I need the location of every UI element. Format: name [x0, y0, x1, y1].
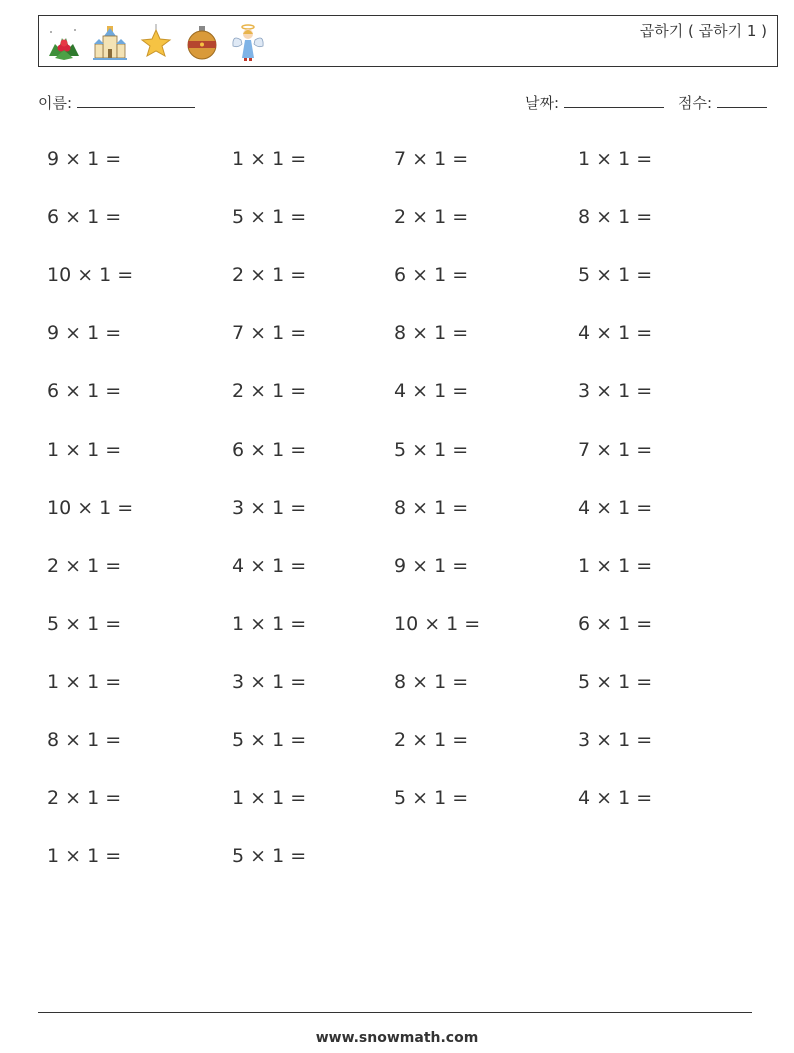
score-label: 점수: — [678, 94, 713, 112]
problem-item: 3 × 1 = — [232, 497, 307, 519]
name-label: 이름: — [38, 94, 73, 112]
problem-item: 3 × 1 = — [578, 380, 653, 402]
problem-item: 1 × 1 = — [47, 845, 122, 867]
problem-item: 6 × 1 = — [394, 264, 469, 286]
problem-item: 8 × 1 = — [47, 729, 122, 751]
name-field[interactable] — [38, 92, 195, 113]
problem-item: 5 × 1 = — [232, 729, 307, 751]
problem-item: 2 × 1 = — [394, 206, 469, 228]
ornament-icon — [183, 22, 221, 62]
date-field[interactable] — [525, 92, 664, 113]
problem-item: 8 × 1 = — [394, 322, 469, 344]
footer-divider — [38, 1012, 752, 1013]
problem-item: 1 × 1 = — [232, 613, 307, 635]
problem-item: 1 × 1 = — [47, 671, 122, 693]
problem-item: 1 × 1 = — [47, 439, 122, 461]
problem-item: 2 × 1 = — [394, 729, 469, 751]
problem-item: 10 × 1 = — [47, 497, 134, 519]
problem-item: 4 × 1 = — [394, 380, 469, 402]
problem-item: 9 × 1 = — [47, 148, 122, 170]
problem-item: 4 × 1 = — [578, 497, 653, 519]
score-blank[interactable] — [717, 93, 767, 108]
problem-item: 3 × 1 = — [232, 671, 307, 693]
problem-item: 7 × 1 = — [232, 322, 307, 344]
problem-item: 8 × 1 = — [578, 206, 653, 228]
problem-item: 4 × 1 = — [578, 322, 653, 344]
footer-url: www.snowmath.com — [315, 1030, 479, 1046]
problem-item: 6 × 1 = — [578, 613, 653, 635]
problem-item: 1 × 1 = — [578, 148, 653, 170]
problem-item: 5 × 1 = — [578, 671, 653, 693]
problem-item: 2 × 1 = — [232, 380, 307, 402]
problem-item: 10 × 1 = — [394, 613, 481, 635]
problem-item: 1 × 1 = — [578, 555, 653, 577]
problem-item: 5 × 1 = — [394, 787, 469, 809]
problem-item: 5 × 1 = — [394, 439, 469, 461]
problem-item: 5 × 1 = — [47, 613, 122, 635]
problem-item: 8 × 1 = — [394, 497, 469, 519]
star-icon — [137, 22, 175, 62]
problem-item: 7 × 1 = — [578, 439, 653, 461]
church-icon — [91, 22, 129, 62]
problem-item: 5 × 1 = — [232, 206, 307, 228]
problem-item: 10 × 1 = — [47, 264, 134, 286]
problem-item: 8 × 1 = — [394, 671, 469, 693]
problem-item: 5 × 1 = — [578, 264, 653, 286]
problem-item: 1 × 1 = — [232, 148, 307, 170]
score-field[interactable] — [678, 92, 767, 113]
worksheet-header — [38, 15, 778, 67]
problem-item: 6 × 1 = — [47, 206, 122, 228]
problem-item: 7 × 1 = — [394, 148, 469, 170]
date-blank[interactable] — [564, 93, 664, 108]
problem-item: 1 × 1 = — [232, 787, 307, 809]
holly-icon — [45, 22, 83, 62]
problem-item: 2 × 1 = — [47, 555, 122, 577]
problem-item: 2 × 1 = — [47, 787, 122, 809]
problem-item: 6 × 1 = — [47, 380, 122, 402]
problem-item: 5 × 1 = — [232, 845, 307, 867]
problem-item: 9 × 1 = — [394, 555, 469, 577]
angel-icon — [229, 22, 267, 62]
name-blank[interactable] — [77, 93, 195, 108]
problem-item: 4 × 1 = — [578, 787, 653, 809]
worksheet-title: 곱하기 ( 곱하기 1 ) — [639, 22, 767, 40]
problem-item: 3 × 1 = — [578, 729, 653, 751]
header-icons — [45, 22, 267, 62]
problem-item: 6 × 1 = — [232, 439, 307, 461]
date-label: 날짜: — [525, 94, 560, 112]
problem-item: 4 × 1 = — [232, 555, 307, 577]
problem-item: 9 × 1 = — [47, 322, 122, 344]
problem-item: 2 × 1 = — [232, 264, 307, 286]
